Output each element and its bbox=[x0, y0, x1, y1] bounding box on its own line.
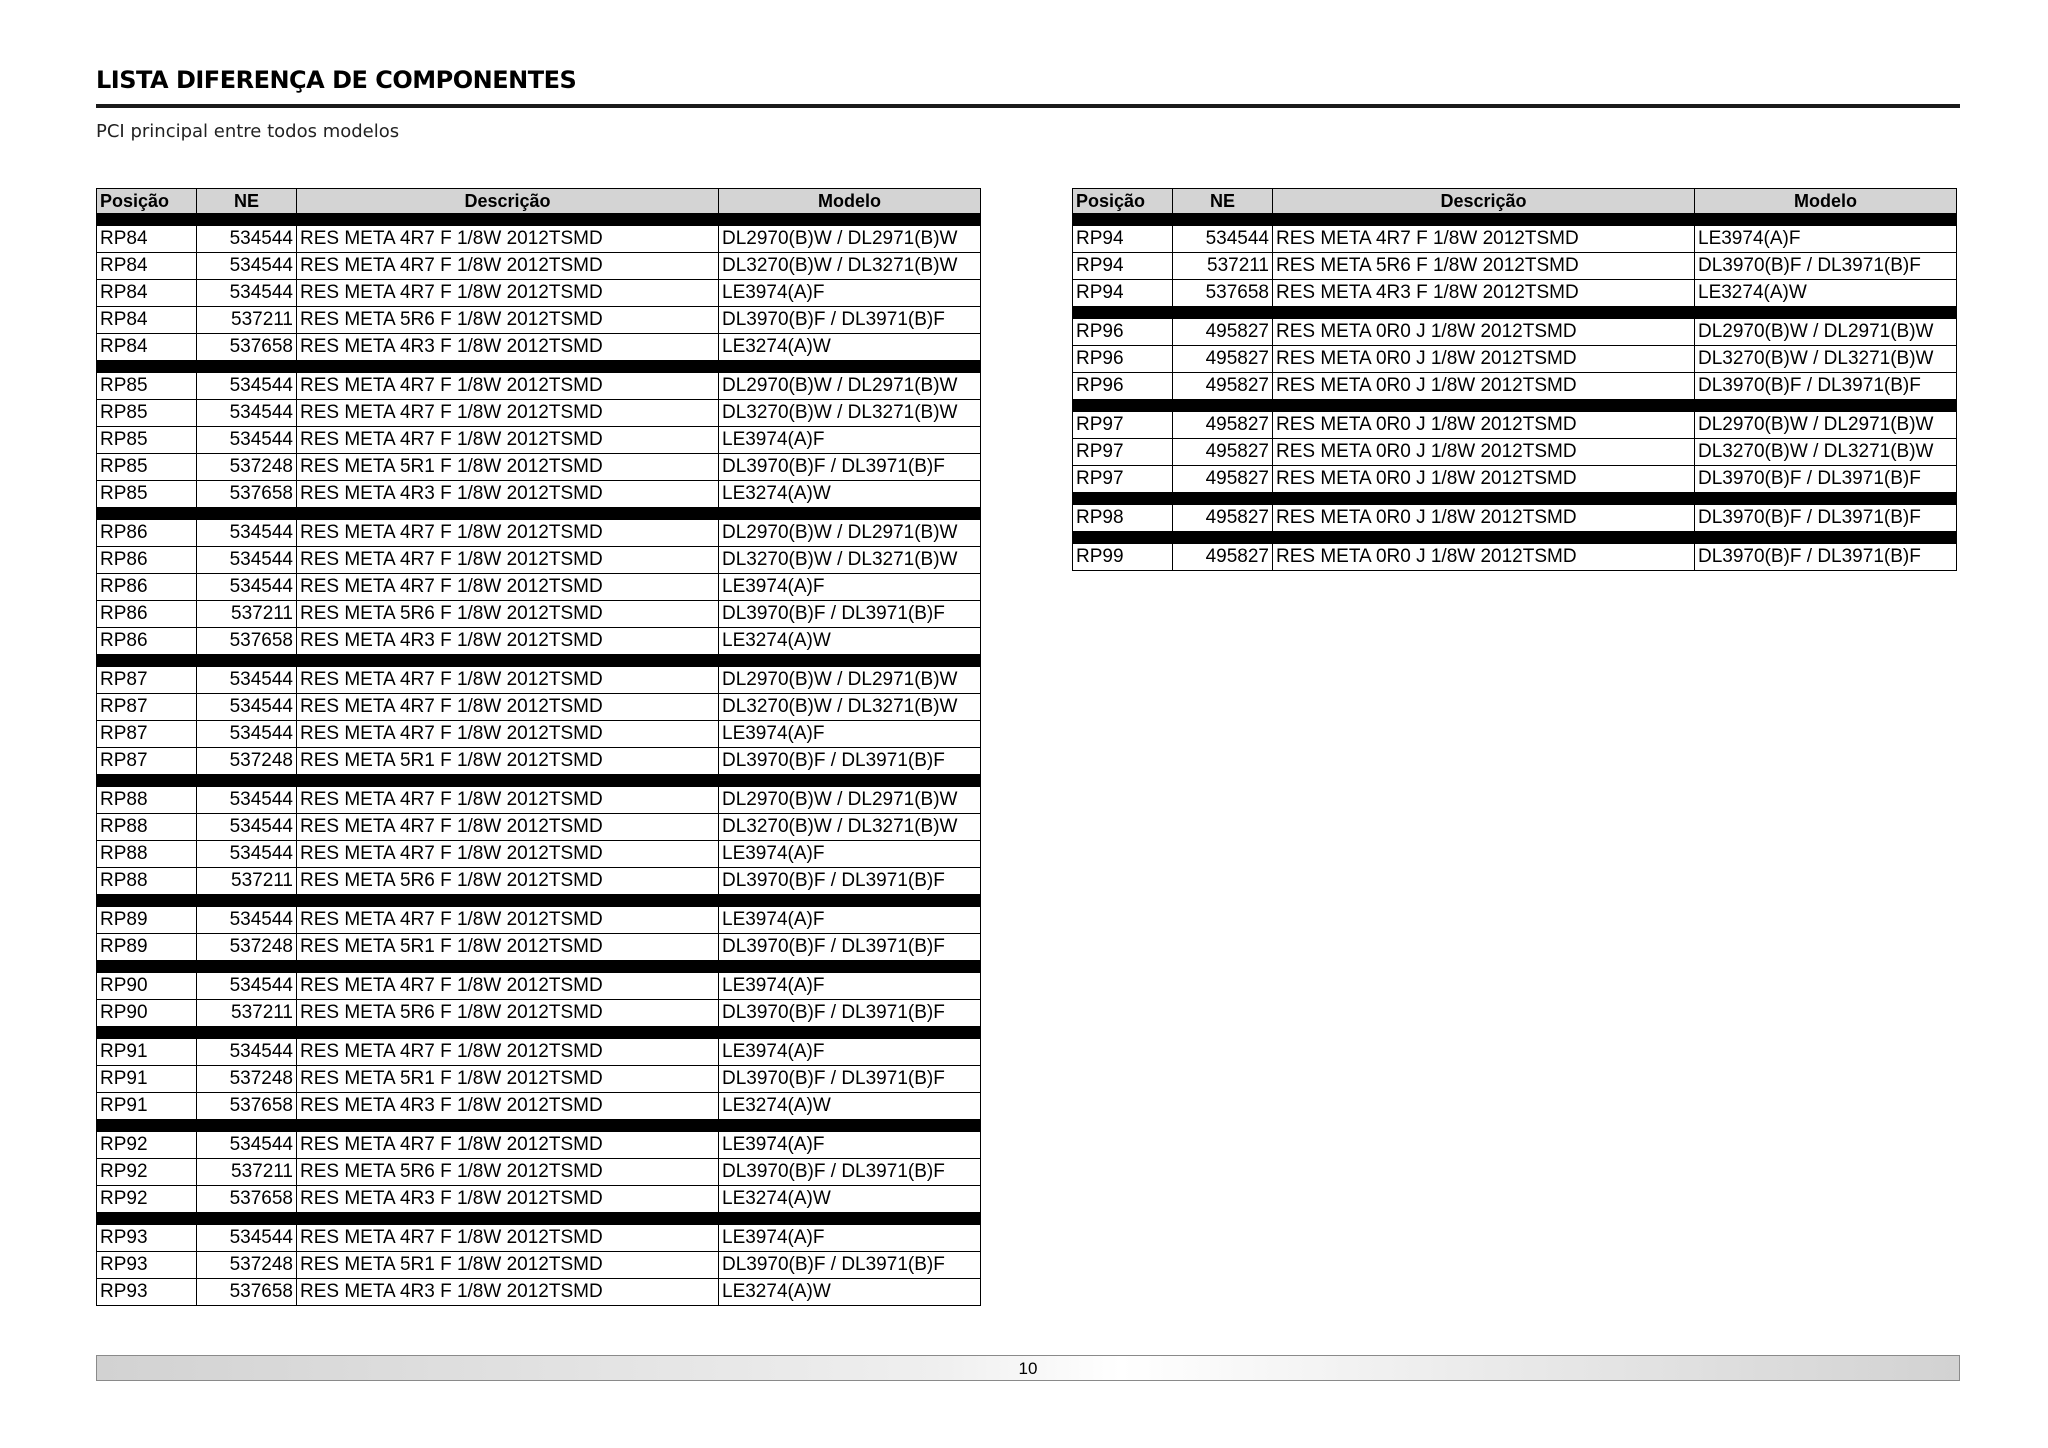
cell-posicao: RP94 bbox=[1073, 280, 1173, 307]
cell-descricao: RES META 0R0 J 1/8W 2012TSMD bbox=[1273, 466, 1695, 493]
cell-modelo: DL3970(B)F / DL3971(B)F bbox=[1695, 253, 1957, 280]
cell-ne: 534544 bbox=[197, 253, 297, 280]
cell-posicao: RP94 bbox=[1073, 253, 1173, 280]
separator-bar bbox=[97, 775, 981, 787]
cell-descricao: RES META 4R7 F 1/8W 2012TSMD bbox=[297, 1132, 719, 1159]
cell-descricao: RES META 0R0 J 1/8W 2012TSMD bbox=[1273, 439, 1695, 466]
cell-modelo: LE3274(A)W bbox=[1695, 280, 1957, 307]
cell-modelo: LE3974(A)F bbox=[719, 427, 981, 454]
cell-posicao: RP85 bbox=[97, 481, 197, 508]
table-row bbox=[1073, 466, 1957, 493]
cell-modelo: DL2970(B)W / DL2971(B)W bbox=[719, 787, 981, 814]
table-row bbox=[97, 868, 981, 895]
cell-posicao: RP90 bbox=[97, 973, 197, 1000]
cell-posicao: RP89 bbox=[97, 934, 197, 961]
group-separator bbox=[97, 214, 981, 226]
table-row bbox=[97, 601, 981, 628]
table-row bbox=[1073, 439, 1957, 466]
column-header-descricao: Descrição bbox=[1273, 189, 1695, 214]
cell-modelo: LE3974(A)F bbox=[719, 973, 981, 1000]
table-row bbox=[97, 907, 981, 934]
table-row bbox=[1073, 544, 1957, 571]
cell-modelo: LE3974(A)F bbox=[719, 1039, 981, 1066]
cell-ne: 537211 bbox=[197, 1000, 297, 1027]
cell-descricao: RES META 4R7 F 1/8W 2012TSMD bbox=[297, 574, 719, 601]
group-separator bbox=[97, 1027, 981, 1039]
group-separator bbox=[97, 361, 981, 373]
cell-ne: 534544 bbox=[1173, 226, 1273, 253]
cell-ne: 537211 bbox=[197, 307, 297, 334]
table-row bbox=[97, 1279, 981, 1306]
cell-descricao: RES META 4R3 F 1/8W 2012TSMD bbox=[297, 334, 719, 361]
cell-ne: 537658 bbox=[197, 1093, 297, 1120]
cell-modelo: DL3970(B)F / DL3971(B)F bbox=[719, 748, 981, 775]
table-row bbox=[97, 721, 981, 748]
cell-posicao: RP97 bbox=[1073, 466, 1173, 493]
separator-bar bbox=[97, 214, 981, 226]
cell-ne: 537211 bbox=[1173, 253, 1273, 280]
column-header-descricao: Descrição bbox=[297, 189, 719, 214]
cell-ne: 534544 bbox=[197, 520, 297, 547]
table-row bbox=[97, 1186, 981, 1213]
cell-posicao: RP87 bbox=[97, 721, 197, 748]
cell-posicao: RP87 bbox=[97, 748, 197, 775]
cell-descricao: RES META 4R7 F 1/8W 2012TSMD bbox=[297, 814, 719, 841]
cell-posicao: RP87 bbox=[97, 667, 197, 694]
table-row bbox=[97, 694, 981, 721]
cell-modelo: DL2970(B)W / DL2971(B)W bbox=[1695, 319, 1957, 346]
cell-modelo: DL2970(B)W / DL2971(B)W bbox=[719, 226, 981, 253]
separator-bar bbox=[97, 655, 981, 667]
cell-modelo: LE3974(A)F bbox=[719, 1132, 981, 1159]
cell-ne: 537248 bbox=[197, 748, 297, 775]
separator-bar bbox=[97, 961, 981, 973]
cell-posicao: RP84 bbox=[97, 307, 197, 334]
group-separator bbox=[97, 1120, 981, 1132]
cell-posicao: RP93 bbox=[97, 1252, 197, 1279]
cell-descricao: RES META 5R6 F 1/8W 2012TSMD bbox=[297, 868, 719, 895]
cell-ne: 534544 bbox=[197, 1132, 297, 1159]
table-row bbox=[97, 280, 981, 307]
cell-ne: 534544 bbox=[197, 721, 297, 748]
cell-descricao: RES META 5R6 F 1/8W 2012TSMD bbox=[1273, 253, 1695, 280]
cell-descricao: RES META 5R6 F 1/8W 2012TSMD bbox=[297, 601, 719, 628]
table-row bbox=[1073, 226, 1957, 253]
cell-posicao: RP85 bbox=[97, 454, 197, 481]
cell-ne: 495827 bbox=[1173, 412, 1273, 439]
cell-modelo: DL3970(B)F / DL3971(B)F bbox=[719, 868, 981, 895]
cell-posicao: RP97 bbox=[1073, 439, 1173, 466]
cell-descricao: RES META 0R0 J 1/8W 2012TSMD bbox=[1273, 505, 1695, 532]
cell-posicao: RP85 bbox=[97, 373, 197, 400]
cell-descricao: RES META 4R7 F 1/8W 2012TSMD bbox=[297, 907, 719, 934]
cell-ne: 534544 bbox=[197, 226, 297, 253]
cell-descricao: RES META 4R7 F 1/8W 2012TSMD bbox=[297, 520, 719, 547]
column-header-ne: NE bbox=[1173, 189, 1273, 214]
group-separator bbox=[97, 655, 981, 667]
cell-posicao: RP97 bbox=[1073, 412, 1173, 439]
separator-bar bbox=[1073, 400, 1957, 412]
table-row bbox=[97, 628, 981, 655]
components-table-right bbox=[1072, 188, 1957, 571]
table-row bbox=[97, 481, 981, 508]
cell-descricao: RES META 5R1 F 1/8W 2012TSMD bbox=[297, 1252, 719, 1279]
cell-posicao: RP84 bbox=[97, 226, 197, 253]
cell-posicao: RP94 bbox=[1073, 226, 1173, 253]
cell-modelo: LE3274(A)W bbox=[719, 1186, 981, 1213]
table-row bbox=[1073, 280, 1957, 307]
group-separator bbox=[1073, 532, 1957, 544]
cell-modelo: LE3274(A)W bbox=[719, 481, 981, 508]
cell-ne: 534544 bbox=[197, 667, 297, 694]
cell-modelo: LE3974(A)F bbox=[719, 1225, 981, 1252]
group-separator bbox=[1073, 307, 1957, 319]
cell-descricao: RES META 4R3 F 1/8W 2012TSMD bbox=[1273, 280, 1695, 307]
cell-descricao: RES META 4R7 F 1/8W 2012TSMD bbox=[297, 1039, 719, 1066]
cell-modelo: LE3974(A)F bbox=[1695, 226, 1957, 253]
table-row bbox=[97, 520, 981, 547]
cell-ne: 537248 bbox=[197, 1066, 297, 1093]
cell-modelo: DL2970(B)W / DL2971(B)W bbox=[719, 520, 981, 547]
cell-modelo: DL3970(B)F / DL3971(B)F bbox=[719, 934, 981, 961]
cell-descricao: RES META 4R3 F 1/8W 2012TSMD bbox=[297, 481, 719, 508]
cell-posicao: RP84 bbox=[97, 253, 197, 280]
table-row bbox=[97, 1159, 981, 1186]
table-row bbox=[97, 574, 981, 601]
separator-bar bbox=[97, 508, 981, 520]
group-separator bbox=[1073, 214, 1957, 226]
cell-modelo: LE3974(A)F bbox=[719, 721, 981, 748]
table-row bbox=[97, 1225, 981, 1252]
cell-modelo: DL3270(B)W / DL3271(B)W bbox=[1695, 439, 1957, 466]
cell-ne: 537658 bbox=[197, 628, 297, 655]
cell-ne: 537248 bbox=[197, 454, 297, 481]
table-row bbox=[97, 454, 981, 481]
table-row bbox=[97, 814, 981, 841]
cell-ne: 534544 bbox=[197, 574, 297, 601]
cell-ne: 495827 bbox=[1173, 439, 1273, 466]
footer-bar bbox=[96, 1355, 1960, 1381]
group-separator bbox=[1073, 400, 1957, 412]
table-row bbox=[97, 1132, 981, 1159]
cell-ne: 495827 bbox=[1173, 505, 1273, 532]
separator-bar bbox=[1073, 307, 1957, 319]
cell-posicao: RP93 bbox=[97, 1279, 197, 1306]
cell-modelo: DL3970(B)F / DL3971(B)F bbox=[1695, 466, 1957, 493]
table-row bbox=[97, 841, 981, 868]
cell-descricao: RES META 4R7 F 1/8W 2012TSMD bbox=[297, 547, 719, 574]
table-row bbox=[97, 748, 981, 775]
cell-descricao: RES META 0R0 J 1/8W 2012TSMD bbox=[1273, 346, 1695, 373]
cell-descricao: RES META 4R3 F 1/8W 2012TSMD bbox=[297, 1093, 719, 1120]
separator-bar bbox=[97, 1027, 981, 1039]
separator-bar bbox=[1073, 493, 1957, 505]
cell-modelo: LE3274(A)W bbox=[719, 1093, 981, 1120]
cell-ne: 495827 bbox=[1173, 544, 1273, 571]
cell-modelo: DL3970(B)F / DL3971(B)F bbox=[719, 1252, 981, 1279]
cell-posicao: RP88 bbox=[97, 841, 197, 868]
column-header-posicao: Posição bbox=[1073, 189, 1173, 214]
cell-ne: 534544 bbox=[197, 400, 297, 427]
cell-ne: 534544 bbox=[197, 973, 297, 1000]
cell-posicao: RP86 bbox=[97, 601, 197, 628]
cell-ne: 534544 bbox=[197, 694, 297, 721]
cell-descricao: RES META 5R6 F 1/8W 2012TSMD bbox=[297, 1000, 719, 1027]
cell-posicao: RP87 bbox=[97, 694, 197, 721]
cell-descricao: RES META 4R7 F 1/8W 2012TSMD bbox=[1273, 226, 1695, 253]
table-header-row bbox=[97, 189, 981, 214]
cell-posicao: RP89 bbox=[97, 907, 197, 934]
cell-posicao: RP91 bbox=[97, 1039, 197, 1066]
table-body-left bbox=[97, 214, 981, 1306]
cell-posicao: RP88 bbox=[97, 814, 197, 841]
group-separator bbox=[97, 508, 981, 520]
cell-ne: 534544 bbox=[197, 787, 297, 814]
table-row bbox=[1073, 253, 1957, 280]
cell-modelo: LE3274(A)W bbox=[719, 628, 981, 655]
cell-posicao: RP96 bbox=[1073, 346, 1173, 373]
cell-posicao: RP88 bbox=[97, 868, 197, 895]
cell-modelo: DL3970(B)F / DL3971(B)F bbox=[719, 307, 981, 334]
separator-bar bbox=[97, 1213, 981, 1225]
group-separator bbox=[97, 775, 981, 787]
cell-posicao: RP96 bbox=[1073, 319, 1173, 346]
cell-posicao: RP92 bbox=[97, 1132, 197, 1159]
cell-modelo: DL3970(B)F / DL3971(B)F bbox=[1695, 373, 1957, 400]
table-row bbox=[97, 934, 981, 961]
table-row bbox=[1073, 505, 1957, 532]
cell-modelo: DL2970(B)W / DL2971(B)W bbox=[719, 667, 981, 694]
cell-posicao: RP99 bbox=[1073, 544, 1173, 571]
table-row bbox=[97, 400, 981, 427]
cell-modelo: DL3270(B)W / DL3271(B)W bbox=[719, 400, 981, 427]
cell-posicao: RP92 bbox=[97, 1159, 197, 1186]
table-row bbox=[97, 1000, 981, 1027]
cell-modelo: LE3274(A)W bbox=[719, 334, 981, 361]
table-row bbox=[97, 667, 981, 694]
cell-posicao: RP84 bbox=[97, 280, 197, 307]
cell-ne: 534544 bbox=[197, 841, 297, 868]
separator-bar bbox=[1073, 532, 1957, 544]
table-row bbox=[1073, 412, 1957, 439]
cell-descricao: RES META 4R7 F 1/8W 2012TSMD bbox=[297, 280, 719, 307]
cell-ne: 495827 bbox=[1173, 466, 1273, 493]
cell-ne: 534544 bbox=[197, 1225, 297, 1252]
cell-modelo: DL3270(B)W / DL3271(B)W bbox=[719, 253, 981, 280]
cell-descricao: RES META 4R7 F 1/8W 2012TSMD bbox=[297, 226, 719, 253]
column-header-modelo: Modelo bbox=[719, 189, 981, 214]
cell-modelo: LE3974(A)F bbox=[719, 907, 981, 934]
cell-ne: 534544 bbox=[197, 814, 297, 841]
table-row bbox=[97, 226, 981, 253]
title-divider bbox=[96, 104, 1960, 108]
cell-modelo: DL3970(B)F / DL3971(B)F bbox=[1695, 505, 1957, 532]
cell-modelo: DL3270(B)W / DL3271(B)W bbox=[719, 547, 981, 574]
cell-posicao: RP91 bbox=[97, 1066, 197, 1093]
cell-ne: 537658 bbox=[1173, 280, 1273, 307]
column-header-ne: NE bbox=[197, 189, 297, 214]
cell-descricao: RES META 4R7 F 1/8W 2012TSMD bbox=[297, 973, 719, 1000]
cell-ne: 534544 bbox=[197, 547, 297, 574]
table-row bbox=[97, 787, 981, 814]
cell-descricao: RES META 0R0 J 1/8W 2012TSMD bbox=[1273, 544, 1695, 571]
cell-descricao: RES META 0R0 J 1/8W 2012TSMD bbox=[1273, 319, 1695, 346]
cell-descricao: RES META 5R6 F 1/8W 2012TSMD bbox=[297, 307, 719, 334]
table-body-right bbox=[1073, 214, 1957, 571]
cell-modelo: DL3970(B)F / DL3971(B)F bbox=[719, 1159, 981, 1186]
separator-bar bbox=[97, 361, 981, 373]
cell-ne: 495827 bbox=[1173, 373, 1273, 400]
cell-modelo: DL3970(B)F / DL3971(B)F bbox=[719, 601, 981, 628]
table-row bbox=[97, 973, 981, 1000]
cell-descricao: RES META 4R7 F 1/8W 2012TSMD bbox=[297, 721, 719, 748]
cell-posicao: RP98 bbox=[1073, 505, 1173, 532]
cell-descricao: RES META 0R0 J 1/8W 2012TSMD bbox=[1273, 373, 1695, 400]
group-separator bbox=[97, 1213, 981, 1225]
cell-modelo: DL2970(B)W / DL2971(B)W bbox=[1695, 412, 1957, 439]
cell-ne: 537211 bbox=[197, 601, 297, 628]
table-header-row bbox=[1073, 189, 1957, 214]
separator-bar bbox=[97, 895, 981, 907]
group-separator bbox=[97, 895, 981, 907]
cell-descricao: RES META 0R0 J 1/8W 2012TSMD bbox=[1273, 412, 1695, 439]
cell-descricao: RES META 4R3 F 1/8W 2012TSMD bbox=[297, 1186, 719, 1213]
cell-descricao: RES META 4R7 F 1/8W 2012TSMD bbox=[297, 373, 719, 400]
cell-descricao: RES META 5R6 F 1/8W 2012TSMD bbox=[297, 1159, 719, 1186]
cell-descricao: RES META 4R7 F 1/8W 2012TSMD bbox=[297, 667, 719, 694]
table-row bbox=[1073, 346, 1957, 373]
page-number: 10 bbox=[1018, 1359, 1038, 1378]
column-header-modelo: Modelo bbox=[1695, 189, 1957, 214]
separator-bar bbox=[97, 1120, 981, 1132]
cell-modelo: LE3974(A)F bbox=[719, 280, 981, 307]
cell-modelo: DL3270(B)W / DL3271(B)W bbox=[1695, 346, 1957, 373]
cell-posicao: RP85 bbox=[97, 400, 197, 427]
cell-ne: 534544 bbox=[197, 907, 297, 934]
components-table-left bbox=[96, 188, 981, 1306]
column-header-posicao: Posição bbox=[97, 189, 197, 214]
table-row bbox=[97, 253, 981, 280]
cell-descricao: RES META 4R7 F 1/8W 2012TSMD bbox=[297, 841, 719, 868]
cell-posicao: RP88 bbox=[97, 787, 197, 814]
cell-posicao: RP86 bbox=[97, 520, 197, 547]
cell-posicao: RP92 bbox=[97, 1186, 197, 1213]
table-row bbox=[97, 307, 981, 334]
table-row bbox=[97, 547, 981, 574]
cell-descricao: RES META 5R1 F 1/8W 2012TSMD bbox=[297, 1066, 719, 1093]
separator-bar bbox=[1073, 214, 1957, 226]
cell-descricao: RES META 4R7 F 1/8W 2012TSMD bbox=[297, 787, 719, 814]
cell-ne: 534544 bbox=[197, 427, 297, 454]
cell-posicao: RP91 bbox=[97, 1093, 197, 1120]
cell-descricao: RES META 5R1 F 1/8W 2012TSMD bbox=[297, 934, 719, 961]
cell-ne: 537248 bbox=[197, 934, 297, 961]
cell-modelo: LE3974(A)F bbox=[719, 574, 981, 601]
group-separator bbox=[97, 961, 981, 973]
cell-posicao: RP86 bbox=[97, 574, 197, 601]
cell-descricao: RES META 4R3 F 1/8W 2012TSMD bbox=[297, 1279, 719, 1306]
cell-descricao: RES META 4R7 F 1/8W 2012TSMD bbox=[297, 1225, 719, 1252]
cell-modelo: DL3970(B)F / DL3971(B)F bbox=[719, 1066, 981, 1093]
cell-modelo: DL3270(B)W / DL3271(B)W bbox=[719, 814, 981, 841]
cell-posicao: RP86 bbox=[97, 547, 197, 574]
cell-modelo: DL3270(B)W / DL3271(B)W bbox=[719, 694, 981, 721]
cell-posicao: RP85 bbox=[97, 427, 197, 454]
table-row bbox=[97, 427, 981, 454]
cell-posicao: RP84 bbox=[97, 334, 197, 361]
cell-ne: 537211 bbox=[197, 868, 297, 895]
table-row bbox=[1073, 373, 1957, 400]
table-row bbox=[97, 373, 981, 400]
cell-descricao: RES META 5R1 F 1/8W 2012TSMD bbox=[297, 748, 719, 775]
page-title: LISTA DIFERENÇA DE COMPONENTES bbox=[96, 66, 577, 94]
cell-posicao: RP93 bbox=[97, 1225, 197, 1252]
table-row bbox=[97, 334, 981, 361]
table-row bbox=[97, 1039, 981, 1066]
cell-ne: 537658 bbox=[197, 1279, 297, 1306]
cell-modelo: DL2970(B)W / DL2971(B)W bbox=[719, 373, 981, 400]
table-row bbox=[1073, 319, 1957, 346]
cell-ne: 495827 bbox=[1173, 319, 1273, 346]
cell-ne: 537248 bbox=[197, 1252, 297, 1279]
cell-descricao: RES META 4R7 F 1/8W 2012TSMD bbox=[297, 427, 719, 454]
cell-posicao: RP96 bbox=[1073, 373, 1173, 400]
cell-modelo: DL3970(B)F / DL3971(B)F bbox=[719, 1000, 981, 1027]
cell-descricao: RES META 4R3 F 1/8W 2012TSMD bbox=[297, 628, 719, 655]
page-subtitle: PCI principal entre todos modelos bbox=[96, 121, 400, 142]
cell-ne: 537658 bbox=[197, 334, 297, 361]
cell-ne: 495827 bbox=[1173, 346, 1273, 373]
cell-ne: 537658 bbox=[197, 481, 297, 508]
cell-descricao: RES META 4R7 F 1/8W 2012TSMD bbox=[297, 253, 719, 280]
cell-descricao: RES META 5R1 F 1/8W 2012TSMD bbox=[297, 454, 719, 481]
cell-ne: 537211 bbox=[197, 1159, 297, 1186]
cell-descricao: RES META 4R7 F 1/8W 2012TSMD bbox=[297, 694, 719, 721]
cell-posicao: RP90 bbox=[97, 1000, 197, 1027]
cell-ne: 534544 bbox=[197, 280, 297, 307]
cell-posicao: RP86 bbox=[97, 628, 197, 655]
cell-modelo: LE3274(A)W bbox=[719, 1279, 981, 1306]
cell-ne: 537658 bbox=[197, 1186, 297, 1213]
group-separator bbox=[1073, 493, 1957, 505]
table-row bbox=[97, 1252, 981, 1279]
cell-modelo: DL3970(B)F / DL3971(B)F bbox=[719, 454, 981, 481]
cell-modelo: LE3974(A)F bbox=[719, 841, 981, 868]
cell-ne: 534544 bbox=[197, 373, 297, 400]
cell-modelo: DL3970(B)F / DL3971(B)F bbox=[1695, 544, 1957, 571]
table-row bbox=[97, 1093, 981, 1120]
cell-ne: 534544 bbox=[197, 1039, 297, 1066]
table-row bbox=[97, 1066, 981, 1093]
cell-descricao: RES META 4R7 F 1/8W 2012TSMD bbox=[297, 400, 719, 427]
